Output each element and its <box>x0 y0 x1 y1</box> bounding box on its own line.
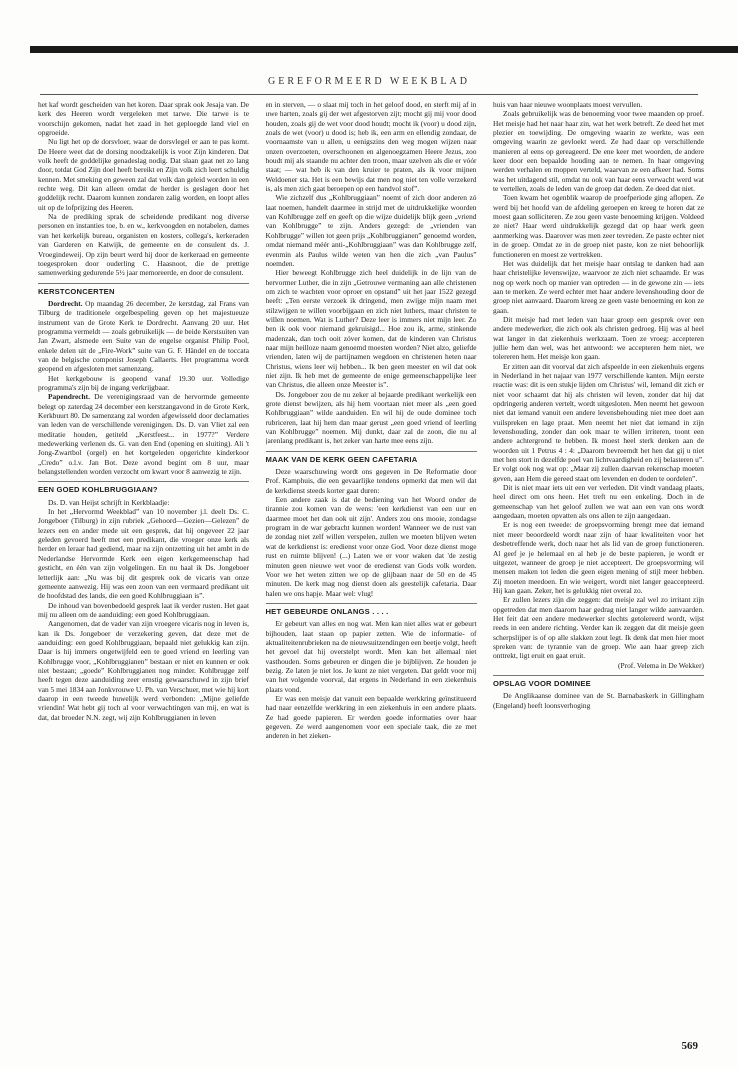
paragraph: Deze waarschuwing wordt ons gegeven in De Reformatie door Prof. Kamphuis, die een gevaarlijke tendens opmerkt dat men wil dat de kerkdienst steeds korter gaat duren: <box>265 467 477 495</box>
section-heading-cafetaria: MAAK VAN DE KERK GEEN CAFETARIA <box>266 451 477 464</box>
paragraph: Toen kwam het ogenblik waarop de proefperiode ging aflopen. Ze werd bij het hoofd van de afdeling geroepen en kreeg te horen dat ze moest gaan solliciteren. Ze zou geen vaste benoeming krijgen. Voldeed ze niet? Haar werd uitdrukkelijk gezegd dat op haar werk geen aanmerking was. Daarover was men zeer tevreden. Ze paste echter niet in de groep. Omdat ze in de groep niet paste, kon ze niet behoorlijk functioneren en moest ze vertrekken. <box>493 193 704 259</box>
lead-word: Papendrecht. <box>48 392 90 402</box>
paragraph <box>38 299 249 374</box>
paragraph: Er zitten aan dit voorval dat zich afspeelde in een ziekenhuis ergens in Nederland in het najaar van 1977 verschillende kanten. Mijn eerste reactie was: dit is een stukje lijden om Christus' wil, lemand dit zich er niet voor schaamt dat hij als christen wil leven, zonder dat hij dat opdringerig anderen vertelt, wordt uitgesloten. Men neemt het gewoon niet dat iemand vanuit een andere levensbehouding niet mee doet aan vuilspreken en lage praat. Men neemt het niet dat iemand in zijn levenshouding, zonder dan ook maar te willen irriteren, toont een andere achtergrond te hebben. Ik moest heel sterk denken aan de woorden uit 1 Petrus 4 : 4: „Daarom bevreemdt het hen dat gij u niet met hen stort in dezelfde poel van lichtvaardigheid en zij belasteren u”. Er volgt ook nog wat op: „Maar zij zullen daarvan rekenschap moeten geven, aan Hem die gereed staat om levenden en doden te oordelen”. <box>493 361 704 483</box>
top-black-rule <box>30 46 738 53</box>
paragraph: Ds. D. van Heijst schrijft in Kerkblaadje: <box>48 497 170 507</box>
paragraph: Na de prediking sprak de scheidende predikant nog diverse personen en instanties toe, b. en w., kerkvoogden en notabelen, dames van het kerkelijk bureau, organisten en kosters, collega's, kerkeraden van Garderen en Katwijk, de gemeente en de consulent ds. J. Vroegindeweij. Op zijn beurt werd hij door de kerkeraad en gemeente toegesproken door ouderling C. Haasnoot, die de prettige samenwerking gedurende 5½ jaar memoreerde, en door de consulent. <box>38 212 249 278</box>
paragraph: Er is nog een tweede: de groepsvorming brengt mee dat iemand niet meer beoordeeld wordt naar zijn of haar kwaliteiten voor het desbetreffende werk, doch naar het als lid van de groep functioneren. Al geef je je helemaal en al heb je de beste papieren, je wordt er uitgezet, wanneer de groep je niet accepteert. De groepsvorming wil mensen maken tot leden die geen eigen mening of stijl meer hebben. Zij moeten meedoen. En wie weigert, wordt niet langer geaccepteerd. Hij kan gaan. Zeker, het is gelukkig niet overal zo. <box>493 520 704 595</box>
lead-word: Dordrecht. <box>48 298 83 308</box>
section-heading-opslag: OPSLAG VOOR DOMINEE <box>493 675 704 688</box>
paragraph: Er gebeurt van alles en nog wat. Men kan niet alles wat er gebeurt bijhouden, laat staan op papier zetten. Wie de informatie- of aktualiteitenrubrieken na de nieuwsuitzendingen een beetje volgt, heeft het gevoel dat hij overstelpt wordt. Men kan het allemaal niet vasthouden. Soms gebeuren er dingen die je bijblijven. Ze houden je bezig. Ze laten je niet los. Je kunt ze niet vergeten. Dat geldt voor mij van het volgende voorval, dat ergens in Nederland in een ziekenhuis plaats vond. <box>265 619 477 694</box>
paragraph: Er zullen lezers zijn die zeggen: dat meisje zal wel zo irritant zijn opgetreden dat men daarom haar gedrag niet langer wilde aanvaarden. Het feit dat een andere medewerker slechts getolereerd wordt, wijst reeds in een andere richting. Verder kan ik zeggen dat dit meisje geen scherpslijper is of op alle slakken zout legt. Ik denk dat men hier moet spreken van: de tyrannie van de groep. Wie aan haar greep zich onttrekt, ligt eruit en gaat eruit. <box>493 595 704 661</box>
paragraph: Er was een meisje dat vanuit een bepaalde werkkring geïnstitueerd had naar eenzelfde werkkring in een ziekenhuis in een andere plaats. Ze had goede papieren. Er werden goede informaties over haar gegeven. Ze werd aangenomen voor een speciale taak, die ze met anderen in het zieken- <box>265 693 477 741</box>
header-rule <box>40 94 698 95</box>
text-columns <box>38 100 704 1030</box>
paragraph <box>38 392 249 476</box>
paragraph: Aangenomen, dat de vader van zijn vroegere vicaris nog in leven is, kan ik Ds. Jongeboer de verzekering geven, dat deze met de aanduiding: een goed Kohlbruggiaan, bepaald niet gelukkig kan zijn. Daar is hij immers ongetwijfeld een te goed vriend en leerling van Kohlbrugge voor, „Kohlbruggianen” bestaan er niet en kunnen er ook niet bestaan; „goede” Kohlbruggianen nog minder. Kohlbrugge zelf heeft tegen deze aanduiding zeer ernstig gewaarschuwd in zijn brief van 5 mei 1834 aan Jonkvrouwe U. Ph. van Verschuer, met wie hij kort daarop in een tweede huwelijk werd verbonden: „Mijne geliefde vriendin! Wat hebt gij toch al voor verwachtingen van mij, en wat is dat, dat broeder N.N. zegt, wij zijn Kohlbruggianen in leven <box>38 619 249 722</box>
paragraph: Het was duidelijk dat het meisje haar ontslag te danken had aan haar christelijke levenswijze, waarvoor ze zich niet schaamde. Er was nog op werk noch op manier van optreden — in de gewone zin — iets aan te merken. Ze werd echter met haar andere levenshouding door de groep niet aanvaard. Daarom kreeg ze geen vaste benoeming en kon ze gaan. <box>493 258 704 315</box>
page-number: 569 <box>681 1040 698 1052</box>
section-heading-kerstconcerten: KERSTCONCERTEN <box>38 283 249 296</box>
paragraph: en in sterven, — o slaat mij toch in het geloof dood, en sterft mij af in uwe harten, zoals gij der wet afgestorven zijt; mocht gij mij voor dood houden, zoals gij de wet voor dood houdt; mocht ik (voor) u dood zijn, zoals de wet (voor) u dood is; heb ik, een arm en ellendig zondaar, de voornaamste van u allen, u eenigszins den weg mogen wijzen naar onzen overzoeten, overschoonen en algenoegzamen Heere Jezus, zoo houdt mij als staande nu achter den troon, maar uzelven als die er vóór staat; — wat heb ik van den kruier te praten, als ik voor mijnen Weldoener sta. Het is een bewijs dat men nog niet ten volle verzekerd is, als men zich gaat beroepen op een handvol stof”. <box>265 100 477 194</box>
paragraph: In het „Hervormd Weekblad” van 10 november j.l. deelt Ds. C. Jongeboer (Tilburg) in zijn rubriek „Gehoord—Gezien—Gelezen” de lezers een en ander mede uit een gesprek, dat hij ongeveer 22 jaar geleden gevoerd heeft met een predikant, die vroeger onze kerk als herder en leraar had gediend, maar na zijn ontzetting uit het ambt in de Nederlandse Hervormde Kerk een eigen kerkgemeenschap had gesticht, en één van zijn volgelingen. En nu haal ik Ds. Jongeboer letterlijk aan: „Nu was bij dit gesprek ook de vicaris van onze gemeente aanwezig. Hij was een zoon van een vermaard predikant uit de hoofdstad des lands, die een goed Kohlbruggiaan is”. <box>38 507 249 601</box>
paragraph: Zoals gebruikelijk was de benoeming voor twee maanden op proef. Het meisje had het naar haar zin, wat het werk betreft. Ze deed het met plezier en toewijding. De omgeving waarin ze werkte, was een omgeving waarin ze gevloekt werd. Ze had daar op verschillende manieren al eens op gereageerd. De ene keer met woorden, de andere keer door een bepaalde houding aan te nemen. In haar omgeving werden verhalen en moppen verteld, waarvan ze een afkeer had. Soms was het uitdagend stil, omdat nu ook van haar eens verwacht werd wat te vertellen, zoals de leden van de groep dat deden. Ze deed dat niet. <box>493 109 704 194</box>
paragraph-text: De verenigingsraad van de hervormde gemeente belegt op zaterdag 24 december een kerstzangavond in de Grote Kerk, Kerkbuurt 80. De samenzang zal worden afgewisseld door declamaties van leden van de verschillende verenigingen. Ds. D. van Vliet zal een meditatie houden, getiteld „Kerstfeest... in 1977?” Verdere medewerking verlenen ds. G. van den End (opening en sluiting). Ali 't Jong-Zwartbol (orgel) en het kortgeleden opgerichte kinderkoor „Credo” o.l.v. Jan Bot. Deze avond begint om 8 uur, maar belangstellenden worden verzocht om kwart voor 8 aanwezig te zijn. <box>38 392 249 477</box>
paragraph: Ds. Jongeboer zou de nu zeker al bejaarde predikant werkelijk een grote dienst bewijzen, als hij hem voortaan niet meer als „een goed Kohlbruggiaan” wilde aanduiden. En wil hij de oude dominee toch rubriceren, laat hij hem dan maar gerust „een goed vriend of leerling van Kohlbrugge” noemen. Mij dunkt, daar zal de zoon, die nu al jarenlang predikant is, het zeker van harte mee eens zijn. <box>265 389 477 446</box>
source-attribution: (Prof. Velema in De Wekker) <box>618 660 704 670</box>
column-1 <box>38 100 249 1030</box>
section-heading-kohlbruggiaan: EEN GOED KOHLBRUGGIAAN? <box>38 481 249 494</box>
paragraph: De inhoud van bovenbedoeld gesprek laat ik verder rusten. Het gaat mij nu alleen om de aanduiding: een goed Kohlbruggiaan. <box>38 600 249 619</box>
paragraph: Dit is niet maar iets uit een ver verleden. Dit vindt vandaag plaats, heel direct om ons heen. Het treft nu een enkeling. Doch in de gemeenschap van het geloof zullen we wat aan een van ons wordt aangedaan, moeten opvatten als ons allen te zijn aangedaan. <box>493 483 704 521</box>
section-heading-onlangs: HET GEBEURDE ONLANGS . . . . <box>266 603 477 616</box>
paragraph: Het kerkgebouw is geopend vanaf 19.30 uur. Volledige programma's zijn bij de ingang verkrijgbaar. <box>38 373 249 392</box>
paragraph: Nu ligt het op de dorsvloer, waar de dorsvlegel er aan te pas komt. De Heere weet dat de dorsing noodzakelijk is voor Zijn kinderen. Dat volk heeft de goddelijke genadeslag nodig. Dat slaan gaat net zo lang door, totdat God Zijn doel heeft bereikt en Zijn volk zich leert schuldig kennen. Met smeking en geween zal dat volk dan geleid worden in een rechte weg. Dit kan alleen omdat de herder is geslagen door het goddelijk recht. Daarom kunnen zondaren zalig worden, en loopt alles uit op de lofprijzing des Heeren. <box>38 137 249 212</box>
paragraph-text: Op maandag 26 december, 2e kerstdag, zal Frans van Tilburg de traditionele orgelbespeling geven op het majestueuze instrument van de Grote Kerk te Dordrecht. Aanvang 20 uur. Het programma vermeldt — zoals gebruikelijk — de beide Kerstsuiten van Jan Zwart, alsmede een Suite van de engelse organist Philip Pool, enkele delen uit de „Fire-Work” suite van G. F. Händel en de toccata van de belgische componist Joseph Callaerts. Het programma wordt geopend en afgesloten met samenzang. <box>38 298 249 374</box>
paragraph: Wie zichzelf dus „Kohlbruggiaan” noemt of zich door anderen zó laat noemen, handelt daarmee in strijd met de uitdrukkelijke woorden van Kohlbrugge zelf en geeft op die wijze duidelijk blijk geen „vriend van Kohlbrugge” te zijn. Anders gezegd: de „vrienden van Kohlbrugge” willen tot geen prijs „Kohlbruggianen” genoemd worden, omdat niemand méér anti-„Kohlbruggiaan” was dan Kohlbrugge zelf, evenmin als Paulus wilde weten van hen die zich „van Paulus” noemden. <box>265 193 477 268</box>
column-3 <box>493 100 704 1030</box>
paragraph: Een andere zaak is dat de bediening van het Woord onder de tirannie zou komen van de wens: 'een kerkdienst van een uur en daarmee moet het dan ook uit zijn'. Anders zou ons mooie, zondagse program in de war gebracht kunnen worden! Wanneer we de rust van de zondag niet zelf willen verspelen, zullen we moeten blijven weten wat de kerkdienst is: eredienst voor onze God. Voor deze dienst moge rust en ruimte blijven! (...) Laten we er voor waken dat 'de zestig minuten geen nieuwe wet voor de eredienst van Gods volk worden. Voor we het weten zitten we op de glijbaan naar de 50 en de 45 minuten. De kerk mag nog dienst doen als geestelijk cafetaria. Daar halen we ons hapje. Maar wel: vlug! <box>265 495 477 598</box>
column-2 <box>266 100 477 1030</box>
paragraph: De Anglikaanse dominee van de St. Barnabaskerk in Gillingham (Engeland) heeft loonsverhoging <box>493 691 704 710</box>
paragraph: Dit meisje had met leden van haar groep een gesprek over een andere medewerker, die zich ook als christen gedroeg. Hij was al heel wat langer in dat ziekenhuis werkzaam. Toen ze vroeg: accepteren jullie hem dan wel, was het antwoord: we accepteren hem niet, we tolereren hem. Het meisje kon gaan. <box>493 314 704 362</box>
paragraph: Hier beweegt Kohlbrugge zich heel duidelijk in de lijn van de hervormer Luther, die in zijn „Getrouwe vermaning aan alle christenen om zich te wachten voor oproer en opstand” uit het jaar 1522 gezegd heeft: „Ten eerste verzoek ik dringend, men zwijge mijn naam met stilzwijgen te willen voorbijgaan en zich niet luthers, maar christen te willen noemen. Wat is Luther? Deze leer is immers niet mijn leer. Zo ben ik ook voor niemand gekruisigd... Hoe zou ik, arme, stinkende madenzak, dan toch ooit zóver komen, dat de kinderen van Christus naar mijn heilloze naam genoemd moesten worden? Niet alzo, geliefde vrienden, laten wij de partijnamen wegdoen en christenen heten naar Christus, wiens leer wij hebben... Ik ben geen meester en wil dat ook niet zijn. Ik heb met de gemeente de enige gemeenschappelijke leer van Christus, die alleen onze Meester is”. <box>265 268 477 390</box>
paragraph: het kaf wordt gescheiden van het koren. Daar sprak ook Jesaja van. De kerk des Heeren wordt vergeleken met tarwe. Die tarwe is te voorschijn gekomen, nadat het zaad in het geploegde land viel en opgroeide. <box>38 100 249 138</box>
running-head: GEREFORMEERD WEEKBLAD <box>268 76 470 87</box>
paragraph: huis van haar nieuwe woonplaats moest vervullen. <box>493 100 643 109</box>
